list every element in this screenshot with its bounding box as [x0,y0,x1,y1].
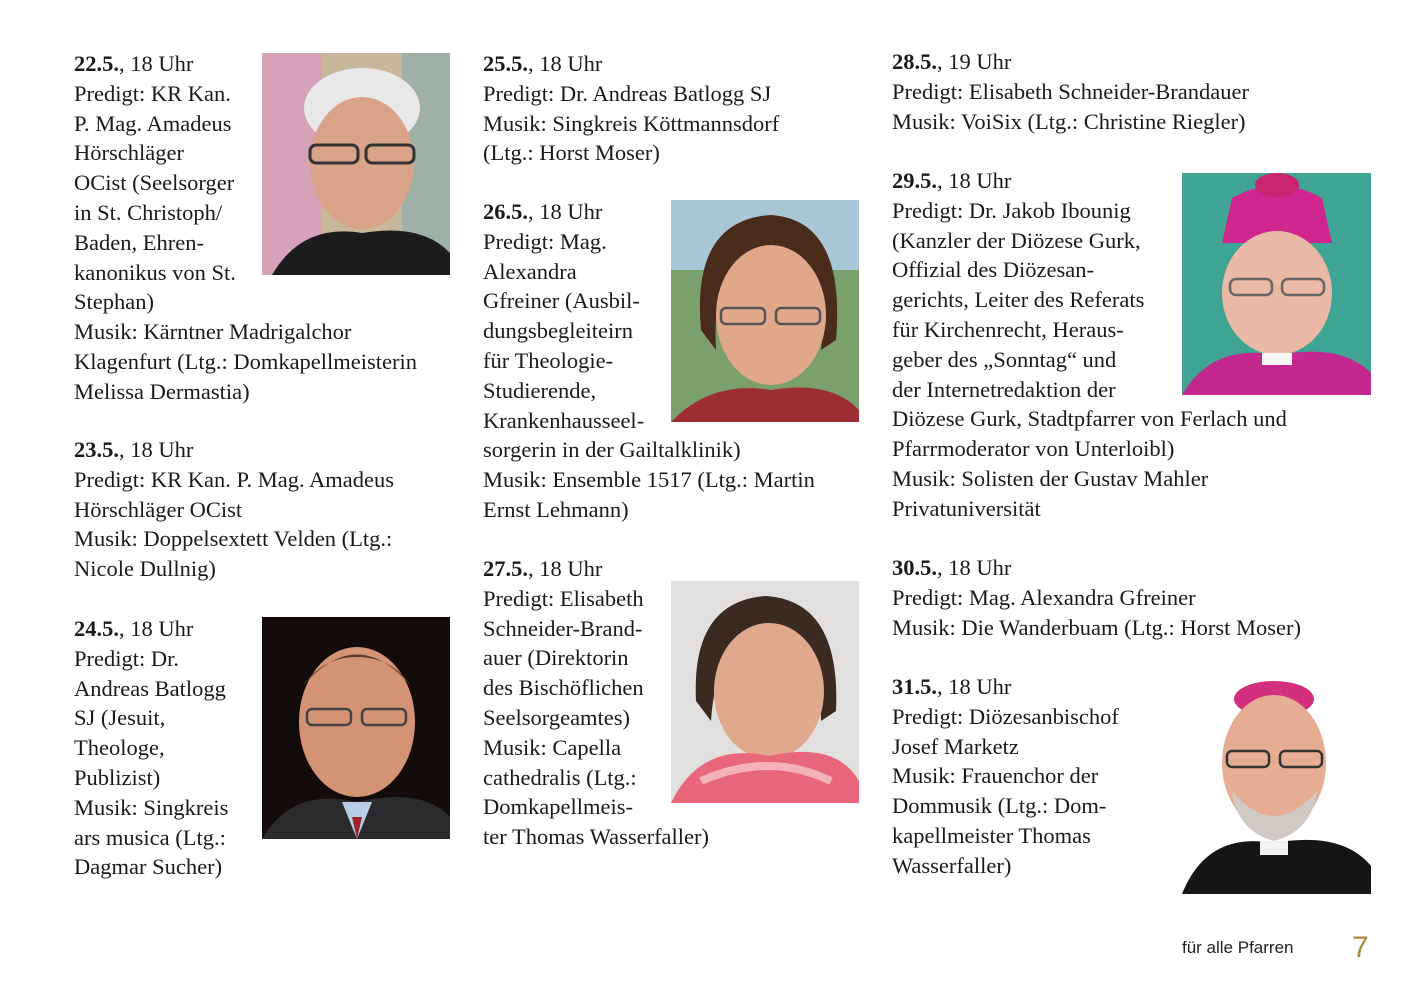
entry-text-line: cathedralis (Ltg.: [483,764,637,790]
entry-date: 23.5. [74,437,119,462]
entry-text-line: dungsbegleiteirn [483,318,633,344]
entry-text-line: Predigt: Elisabeth Schneider-Brandauer [892,78,1249,104]
entry-heading [74,614,228,644]
entry-text-line: Andreas Batlogg [74,675,226,701]
entry-text-line: Musik: Singkreis [74,794,229,820]
entry-text-line: P. Mag. Amadeus [74,110,232,136]
entry-text-line: Josef Marketz [892,733,1019,759]
entry-text-line: Musik: VoiSix (Ltg.: Christine Riegler) [892,108,1246,134]
entry-heading [892,672,1119,702]
entry-text-line: Predigt: KR Kan. P. Mag. Amadeus [74,466,394,492]
portrait-photo-marketz [1182,671,1371,894]
portrait-photo-ibounig [1182,173,1371,395]
entry-date: 29.5. [892,168,937,193]
portrait-photo-hoerschlaeger [262,53,450,275]
entry-text-line: Predigt: Elisabeth [483,585,644,611]
entry-text-line: Domkapellmeis- [483,794,633,820]
entry-text-line: Ernst Lehmann) [483,496,629,522]
entry-text-line: Predigt: Mag. [483,228,607,254]
portrait-photo-gfreiner [671,200,859,422]
entry-text-line: Melissa Dermastia) [74,378,250,404]
entry-text-line: für Theologie- [483,347,614,373]
entry-date: 27.5. [483,556,528,581]
entry-text-line: des Bischöflichen [483,675,644,701]
entry-text-line: Dommusik (Ltg.: Dom- [892,793,1107,819]
entry-text-line: Musik: Solisten der Gustav Mahler [892,465,1209,491]
entry-text-line: (Ltg.: Horst Moser) [483,140,660,166]
entry-text-line: SJ (Jesuit, [74,705,166,731]
entry-heading [483,49,779,79]
entry-text-line: Diözese Gurk, Stadtpfarrer von Ferlach und [892,406,1287,432]
entry-text-line: Offizial des Diözesan- [892,257,1095,283]
entry-text-line: Predigt: Diözesanbischof [892,703,1119,729]
entry-text-line: geber des „Sonntag“ und [892,346,1117,372]
entry-text-line: ars musica (Ltg.: [74,824,226,850]
entry-text-line: OCist (Seelsorger [74,170,235,196]
entry-text-line: Predigt: Mag. Alexandra Gfreiner [892,584,1196,610]
entry-time: , 18 Uhr [528,556,603,581]
entry-text-line: auer (Direktorin [483,645,629,671]
entry-text-line: sorgerin in der Gailtalklinik) [483,437,741,463]
schedule-entry-28-5 [892,47,1249,136]
entry-text-line: Studierende, [483,377,597,403]
entry-date: 31.5. [892,674,937,699]
entry-heading [74,435,394,465]
footer-label: für alle Pfarren [1182,938,1294,957]
entry-text-line: Musik: Kärntner Madrigalchor [74,319,352,345]
schedule-entry-23-5 [74,435,394,584]
entry-text-line: Gfreiner (Ausbil- [483,288,640,314]
entry-time: , 18 Uhr [528,51,603,76]
entry-time: , 18 Uhr [937,674,1012,699]
entry-text-line: Baden, Ehren- [74,229,204,255]
entry-date: 28.5. [892,49,937,74]
entry-text-line: Wasserfaller) [892,852,1012,878]
entry-text-line: Schneider-Brand- [483,615,643,641]
entry-date: 24.5. [74,616,119,641]
entry-date: 30.5. [892,555,937,580]
entry-text-line: Musik: Frauenchor der [892,763,1099,789]
entry-text-line: ter Thomas Wasserfaller) [483,824,710,850]
schedule-entry-30-5 [892,553,1301,642]
schedule-entry-25-5 [483,49,779,168]
entry-text-line: Hörschläger OCist [74,496,243,522]
entry-text-line: Musik: Doppelsextett Velden (Ltg.: [74,526,393,552]
entry-time: , 18 Uhr [528,199,603,224]
entry-text-line: Stephan) [74,289,154,315]
entry-text-line: Hörschläger [74,140,184,166]
entry-date: 25.5. [483,51,528,76]
entry-text-line: Predigt: Dr. Jakob Ibounig [892,197,1131,223]
entry-text-line: gerichts, Leiter des Referats [892,287,1145,313]
entry-text-line: Nicole Dullnig) [74,556,216,582]
entry-time: , 18 Uhr [937,168,1012,193]
entry-time: , 18 Uhr [119,616,194,641]
entry-heading [892,553,1301,583]
entry-heading [892,47,1249,77]
entry-time: , 18 Uhr [119,437,194,462]
entry-text-line: Seelsorgeamtes) [483,704,631,730]
entry-text-line: kapellmeister Thomas [892,822,1091,848]
entry-text-line: Dagmar Sucher) [74,854,223,880]
entry-text-line: Musik: Singkreis Köttmannsdorf [483,110,780,136]
entry-text-line: Musik: Capella [483,734,622,760]
entry-date: 22.5. [74,51,119,76]
entry-text-line: für Kirchenrecht, Heraus- [892,316,1124,342]
entry-text-line: Alexandra [483,258,577,284]
entry-text-line: Privatuniversität [892,495,1041,521]
entry-text-line: Predigt: Dr. Andreas Batlogg SJ [483,80,772,106]
entry-heading [483,554,709,584]
entry-text-line: Musik: Die Wanderbuam (Ltg.: Horst Moser) [892,614,1301,640]
entry-text-line: kanonikus von St. [74,259,236,285]
entry-time: , 18 Uhr [937,555,1012,580]
entry-text-line: Pfarrmoderator von Unterloibl) [892,436,1175,462]
entry-text-line: (Kanzler der Diözese Gurk, [892,227,1141,253]
entry-time: , 19 Uhr [937,49,1012,74]
entry-text-line: Predigt: Dr. [74,645,179,671]
schedule-entry-24-5 [74,614,228,882]
entry-time: , 18 Uhr [119,51,194,76]
portrait-photo-schneider-brandauer [671,581,859,803]
entry-text-line: Musik: Ensemble 1517 (Ltg.: Martin [483,467,815,493]
page-number: 7 [1352,931,1369,964]
entry-date: 26.5. [483,199,528,224]
entry-text-line: Klagenfurt (Ltg.: Domkapellmeisterin [74,348,418,374]
entry-text-line: Theologe, [74,735,165,761]
portrait-photo-batlogg [262,617,450,839]
entry-text-line: Krankenhausseel- [483,407,645,433]
entry-text-line: Predigt: KR Kan. [74,80,231,106]
entry-text-line: Publizist) [74,764,161,790]
schedule-entry-31-5 [892,672,1119,881]
entry-text-line: in St. Christoph/ [74,199,223,225]
entry-text-line: der Internetredaktion der [892,376,1116,402]
